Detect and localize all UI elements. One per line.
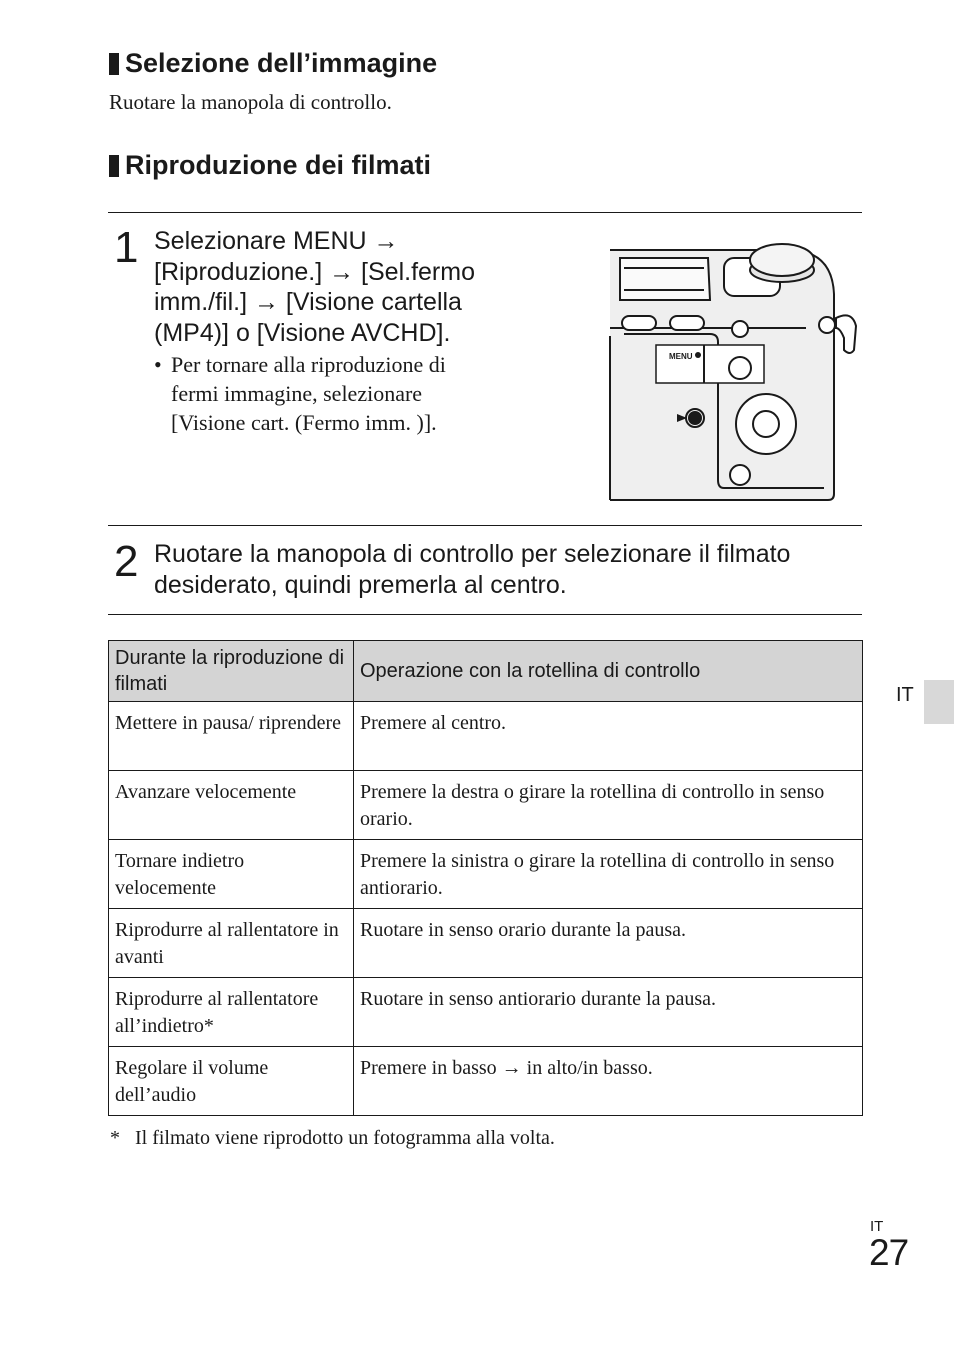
step-line: imm./fil.] → [Visione cartella [154, 288, 462, 316]
table-cell: Avanzare velocemente [109, 771, 354, 840]
table-header-cell: Operazione con la rotellina di controllo [354, 641, 863, 702]
section-title: Riproduzione dei filmati [125, 150, 432, 180]
table-row [109, 702, 863, 771]
section-marker-icon [109, 155, 119, 177]
divider [108, 525, 862, 526]
menu-button-label: MENU [669, 352, 693, 361]
table-cell: Premere in basso → in alto/in basso. [354, 1047, 863, 1116]
step-line: desiderato, quindi premerla al centro. [154, 570, 567, 599]
divider [108, 212, 862, 213]
section-marker-icon [109, 53, 119, 75]
table-row [109, 840, 863, 909]
table-cell: Ruotare in senso orario durante la pausa. [354, 909, 863, 978]
step-number: 1 [114, 223, 139, 272]
language-side-tab [924, 680, 954, 724]
table-cell: Premere la destra o girare la rotellina di controllo in senso orario. [354, 771, 863, 840]
bullet-mark: • [154, 352, 162, 377]
table-cell: Tornare indietro velocemente [109, 840, 354, 909]
language-side-label: IT [896, 684, 914, 706]
step-line: [Riproduzione.] → [Sel.fermo [154, 257, 475, 286]
table-row [109, 771, 863, 840]
note-line: [Visione cart. (Fermo imm. )]. [171, 410, 437, 435]
page-number: 27 [869, 1232, 909, 1273]
step-2-text [154, 539, 790, 600]
note-line: Per tornare alla riproduzione di [171, 352, 446, 377]
table-row [109, 909, 863, 978]
step-number: 2 [114, 537, 139, 586]
step-line: Ruotare la manopola di controllo per selezionare il filmato [154, 540, 791, 568]
table-cell: Premere la sinistra o girare la rotellina di controllo in senso antiorario. [354, 840, 863, 909]
menu-button-dot-icon [695, 352, 701, 358]
table-cell: Mettere in pausa/ riprendere [109, 702, 354, 771]
section-title: Selezione dell’immagine [125, 48, 438, 78]
section-heading-movie-playback [109, 150, 431, 181]
camera-back-illustration [606, 232, 862, 506]
table-header-row [109, 641, 863, 702]
step-line: Selezionare MENU → [154, 227, 399, 255]
table-cell: Riprodurre al rallentatore in avanti [109, 909, 354, 978]
table-header-cell: Durante la riproduzione di filmati [109, 641, 354, 702]
table-row [109, 978, 863, 1047]
page-language: IT [870, 1218, 884, 1235]
divider [108, 614, 862, 615]
table-cell: Ruotare in senso antiorario durante la pausa. [354, 978, 863, 1047]
step-1-note [171, 350, 446, 437]
note-line: fermi immagine, selezionare [171, 381, 423, 406]
table-cell: Riprodurre al rallentatore all’indietro* [109, 978, 354, 1047]
section-heading-image-selection [109, 48, 437, 79]
table-cell: Regolare il volume dell’audio [109, 1047, 354, 1116]
section-body: Ruotare la manopola di controllo. [109, 90, 392, 114]
step-line: (MP4)] o [Visione AVCHD]. [154, 318, 451, 347]
playback-operations-table [108, 640, 863, 1116]
table-cell: Premere al centro. [354, 702, 863, 771]
footnote: * Il filmato viene riprodotto un fotogramma alla volta. [110, 1127, 555, 1149]
table-row [109, 1047, 863, 1116]
step-1-text [154, 226, 475, 348]
